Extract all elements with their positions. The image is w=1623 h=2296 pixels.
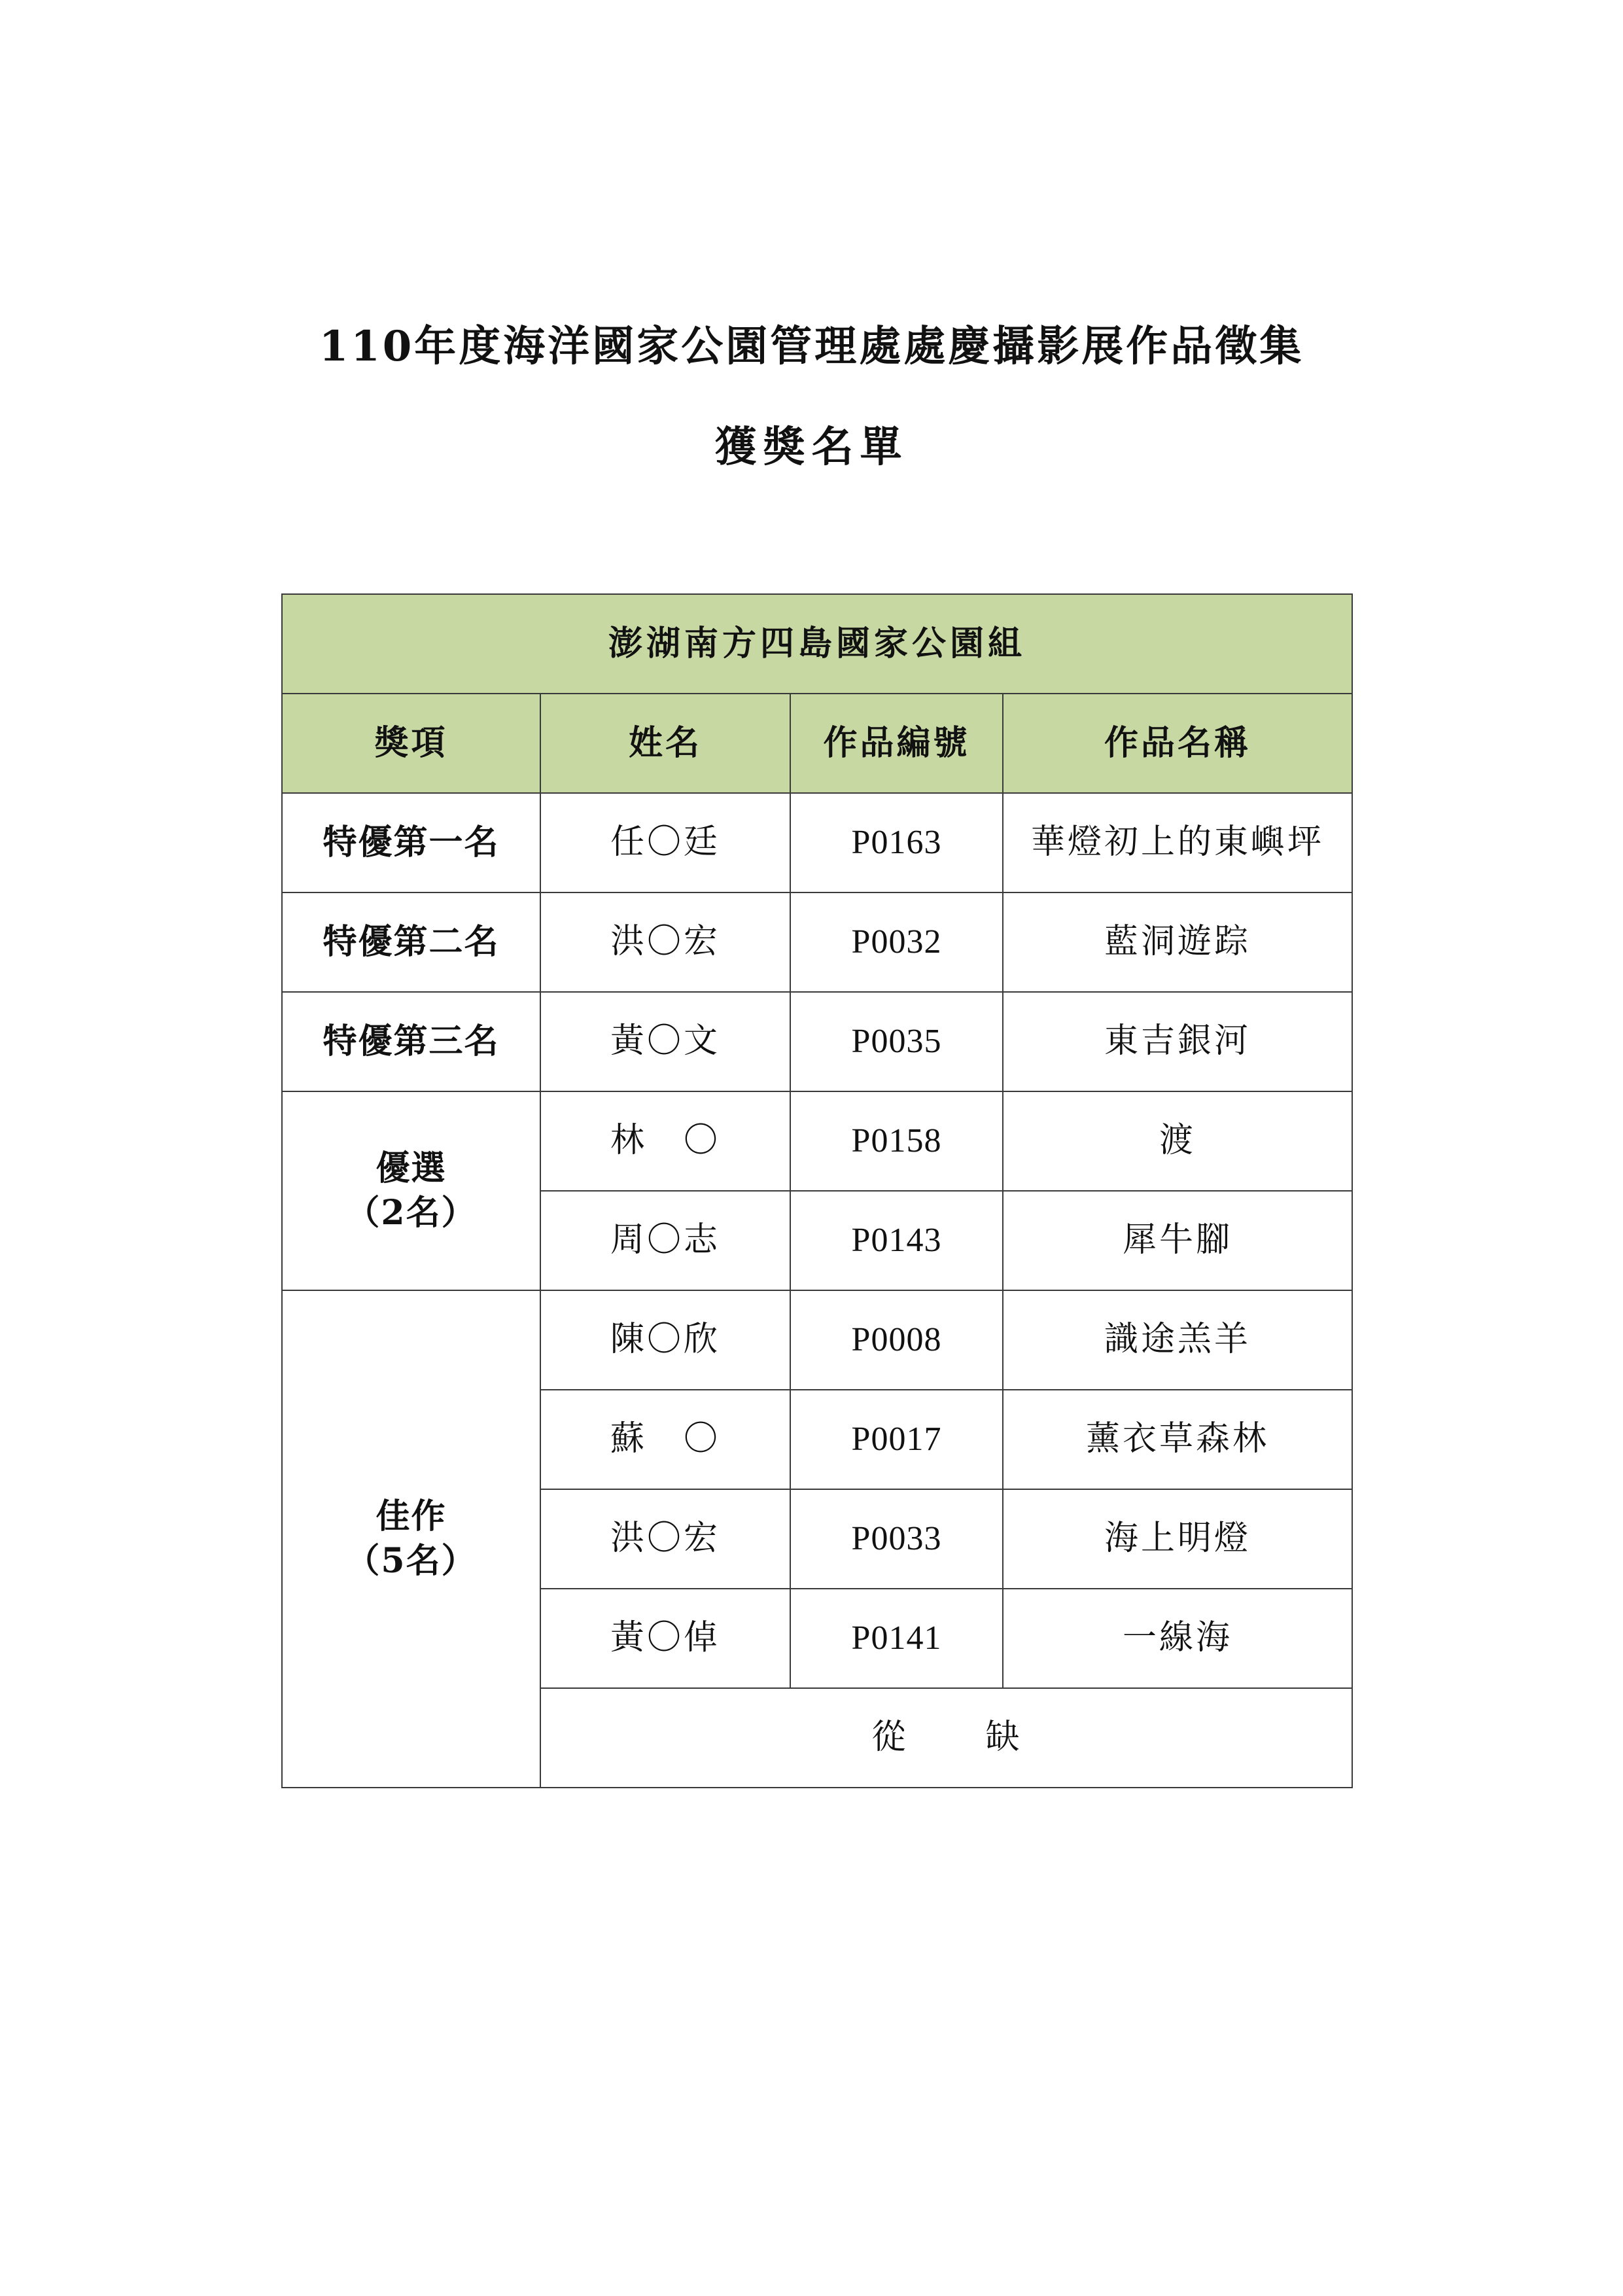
work-id: P0032 — [790, 892, 1003, 992]
document-title: 110年度海洋國家公園管理處處慶攝影展作品徵集 — [319, 322, 1304, 371]
award-table — [281, 593, 1353, 1788]
work-id: P0017 — [790, 1390, 1003, 1489]
vacant-cell — [540, 1688, 1352, 1788]
work-id: P0158 — [790, 1091, 1003, 1191]
header-award: 獎項 — [282, 694, 540, 793]
work-title: 識途羔羊 — [1003, 1290, 1352, 1390]
winner-name: 林 〇 — [540, 1091, 790, 1191]
work-title: 華燈初上的東嶼坪 — [1003, 793, 1352, 892]
award-merit-count: （2名） — [345, 1193, 477, 1233]
work-id: P0033 — [790, 1489, 1003, 1589]
document-subtitle: 獲獎名單 — [714, 423, 909, 472]
header-row — [282, 694, 1352, 793]
work-title: 渡 — [1003, 1091, 1352, 1191]
work-id: P0143 — [790, 1191, 1003, 1290]
header-work-title: 作品名稱 — [1003, 694, 1352, 793]
header-name: 姓名 — [540, 694, 790, 793]
award-merit-label: 優選 — [375, 1148, 447, 1189]
work-title: 犀牛腳 — [1003, 1191, 1352, 1290]
winner-name: 周〇志 — [540, 1191, 790, 1290]
award-honorable — [282, 1290, 540, 1788]
table-row — [282, 1290, 1352, 1390]
winner-name: 陳〇欣 — [540, 1290, 790, 1390]
award-label: 特優第三名 — [282, 992, 540, 1091]
work-title: 一線海 — [1003, 1589, 1352, 1688]
work-title: 海上明燈 — [1003, 1489, 1352, 1589]
group-title: 澎湖南方四島國家公園組 — [282, 594, 1352, 694]
award-label: 特優第二名 — [282, 892, 540, 992]
winner-name: 蘇 〇 — [540, 1390, 790, 1489]
work-title: 薰衣草森林 — [1003, 1390, 1352, 1489]
winner-name: 洪〇宏 — [540, 1489, 790, 1589]
winner-name: 洪〇宏 — [540, 892, 790, 992]
table-row — [282, 1091, 1352, 1191]
table-row — [282, 793, 1352, 892]
award-label: 特優第一名 — [282, 793, 540, 892]
vacant-text-1: 從 — [871, 1718, 907, 1757]
work-id: P0008 — [790, 1290, 1003, 1390]
winner-name: 黃〇文 — [540, 992, 790, 1091]
work-id: P0141 — [790, 1589, 1003, 1688]
work-id: P0163 — [790, 793, 1003, 892]
work-title: 東吉銀河 — [1003, 992, 1352, 1091]
work-id: P0035 — [790, 992, 1003, 1091]
award-merit — [282, 1091, 540, 1290]
winner-name: 黃〇倬 — [540, 1589, 790, 1688]
work-title: 藍洞遊踪 — [1003, 892, 1352, 992]
award-honorable-count: （5名） — [345, 1541, 477, 1581]
table-row — [282, 992, 1352, 1091]
award-honorable-label: 佳作 — [375, 1496, 447, 1537]
header-work-id: 作品編號 — [790, 694, 1003, 793]
group-title-row — [282, 594, 1352, 694]
vacant-text-2: 缺 — [985, 1718, 1021, 1757]
table-row — [282, 892, 1352, 992]
winner-name: 任〇廷 — [540, 793, 790, 892]
